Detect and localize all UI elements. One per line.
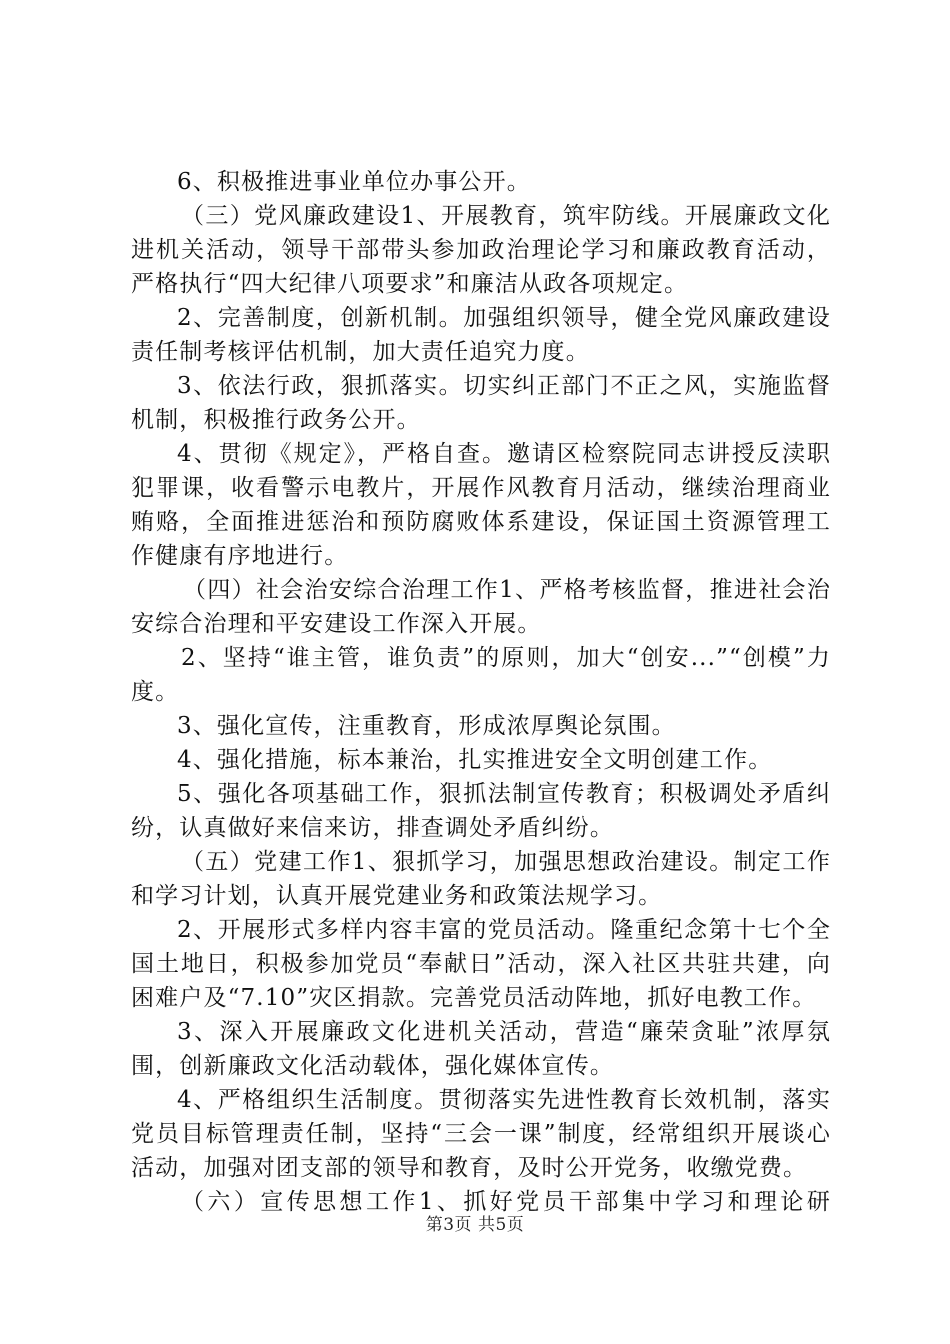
- paragraph: 2、完善制度，创新机制。加强组织领导，健全党风廉政建设责任制考核评估机制，加大责任追究力度。: [131, 305, 831, 365]
- paragraph: （三）党风廉政建设1、开展教育，筑牢防线。开展廉政文化进机关活动，领导干部带头参加政治理论学习和廉政教育活动，严格执行“四大纪律八项要求”和廉洁从政各项规定。: [131, 203, 831, 297]
- page-number-label: 第3页 共5页: [425, 1215, 525, 1235]
- paragraph: 4、贯彻《规定》，严格自查。邀请区检察院同志讲授反渎职犯罪课，收看警示电教片，开展作风教育月活动，继续治理商业贿赂，全面推进惩治和预防腐败体系建设，保证国土资源管理工作健康有序地进行。: [131, 441, 831, 569]
- paragraph: 2、坚持“谁主管，谁负责”的原则，加大“创安...”“创模”力度。: [131, 645, 831, 705]
- paragraph: 3、强化宣传，注重教育，形成浓厚舆论氛围。: [177, 713, 676, 739]
- paragraph: 6、积极推进事业单位办事公开。: [177, 169, 531, 195]
- document-body: [131, 165, 831, 1219]
- paragraph: 5、强化各项基础工作，狠抓法制宣传教育；积极调处矛盾纠纷，认真做好来信来访，排查调处矛盾纠纷。: [131, 781, 831, 841]
- paragraph: （五）党建工作1、狠抓学习，加强思想政治建设。制定工作和学习计划，认真开展党建业务和政策法规学习。: [131, 849, 831, 909]
- paragraph: （六）宣传思想工作1、抓好党员干部集中学习和理论研: [181, 1189, 831, 1215]
- paragraph: 3、深入开展廉政文化进机关活动，营造“廉荣贪耻”浓厚氛围，创新廉政文化活动载体，强化媒体宣传。: [131, 1019, 831, 1079]
- paragraph: 4、强化措施，标本兼治，扎实推进安全文明创建工作。: [177, 747, 773, 773]
- paragraph: 2、开展形式多样内容丰富的党员活动。隆重纪念第十七个全国土地日，积极参加党员“奉献日”活动，深入社区共驻共建，向困难户及“7.10”灾区捐款。完善党员活动阵地，抓好电教工作。: [131, 917, 831, 1011]
- paragraph: （四）社会治安综合治理工作1、严格考核监督，推进社会治安综合治理和平安建设工作深入开展。: [131, 577, 831, 637]
- paragraph: 3、依法行政，狠抓落实。切实纠正部门不正之风，实施监督机制，积极推行政务公开。: [131, 373, 831, 433]
- page-footer: [0, 1213, 950, 1237]
- paragraph: 4、严格组织生活制度。贯彻落实先进性教育长效机制，落实党员目标管理责任制，坚持“三会一课”制度，经常组织开展谈心活动，加强对团支部的领导和教育，及时公开党务，收缴党费。: [131, 1087, 831, 1181]
